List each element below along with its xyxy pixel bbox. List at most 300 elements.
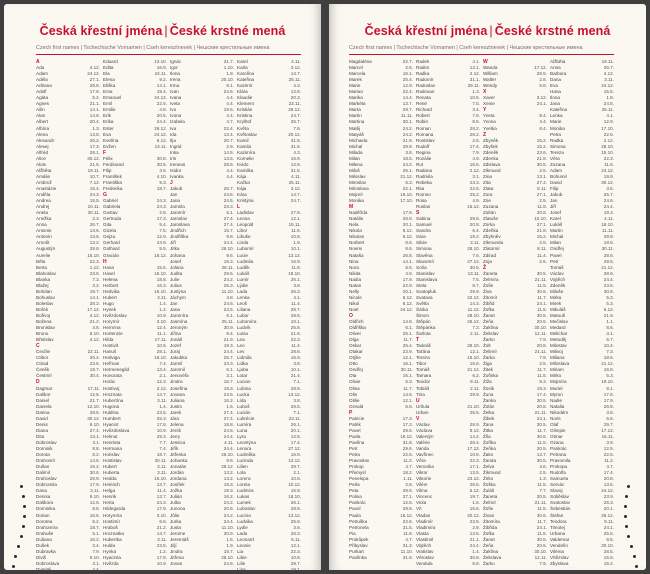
name-text: Františka (103, 179, 122, 185)
name-day-date: 30.5. (536, 536, 547, 542)
name-text: Drahomíra (36, 524, 58, 530)
name-text: Žikmund (483, 470, 501, 476)
name-text: Jindra (170, 379, 183, 385)
name-text: Michaela (349, 137, 368, 143)
name-text: X (483, 89, 487, 96)
name-day-date: 25.8. (290, 325, 301, 331)
name-day-date: 6.12. (402, 294, 413, 300)
name-day-date: 9.10. (89, 494, 100, 500)
name-day-date: 15.2. (603, 560, 614, 566)
name-text: Milan (550, 240, 561, 246)
name-text: P (349, 409, 353, 416)
name-text: Yvetka (483, 125, 497, 131)
name-day-date: 9.10. (89, 554, 100, 560)
name-text: Diviš (36, 554, 46, 560)
name-text: Bořek (36, 306, 49, 312)
name-day-date: 23.5. (156, 542, 167, 548)
name-text: Judita (170, 270, 183, 276)
name-text: Zoe (483, 198, 491, 204)
name-day-date: 15.2. (536, 137, 547, 143)
name-text: Monika (349, 198, 364, 204)
name-day-date: 30.12. (601, 179, 614, 185)
name-day-date: 29.9. (469, 288, 480, 294)
name-day-date: 20.1. (603, 506, 614, 512)
name-text: Jonáš (170, 337, 183, 343)
name-text: Johana (170, 252, 186, 258)
name-text: Jovana (170, 391, 185, 397)
name-day-date: 15.7. (223, 379, 234, 385)
name-day-date: 8.4. (539, 113, 547, 119)
name-text: Wanda (483, 65, 498, 71)
name-day-date: 15.7. (223, 548, 234, 554)
name-text: Žuláš (483, 488, 495, 494)
name-day-date: 4.4. (226, 101, 234, 107)
name-day-date: 3.11. (604, 77, 614, 83)
name-text: Dorota (36, 452, 50, 458)
name-day-date: 26.1. (290, 500, 301, 506)
name-text: Lydie (237, 524, 248, 530)
name-day-date: 14.6. (89, 458, 100, 464)
name-text: Hvězdoslav (103, 312, 127, 318)
name-text: Jeník (170, 427, 181, 433)
name-text: Taťána (416, 349, 431, 355)
name-day-date: 24.7. (290, 198, 301, 204)
name-day-date: 30.5. (536, 458, 547, 464)
name-day-date: 2.12. (469, 167, 480, 173)
name-day-date: 17.3. (89, 143, 100, 149)
name-day-date: 21.11. (534, 409, 547, 415)
name-day-date: 17.12. (467, 446, 480, 451)
name-day-date: 20.1. (402, 288, 413, 294)
name-text: Muriel (550, 385, 563, 391)
name-text: Jaroslava (170, 222, 190, 228)
name-day-date: 27.4. (223, 216, 234, 222)
name-day-date: 24.4. (223, 349, 234, 355)
binding-hole (20, 535, 23, 538)
name-text: Jarmila (170, 204, 185, 210)
name-day-date: 11.5. (537, 282, 547, 288)
name-text: Soňa (416, 264, 427, 270)
name-day-date: 7.9. (539, 560, 547, 566)
name-text: Natalia (550, 403, 565, 409)
name-text: Augustýn (36, 246, 56, 252)
name-day-date: 31.5. (290, 137, 301, 143)
name-text: Kára (237, 192, 247, 198)
name-day-date: 23.11. (288, 415, 301, 421)
name-day-date: 5.3. (606, 373, 614, 379)
name-text: Ada (36, 65, 45, 71)
name-day-date: 3.1. (92, 560, 100, 566)
name-day-date: 4.12. (89, 337, 100, 343)
name-text: Jana (170, 198, 180, 204)
name-text: Nikola (349, 228, 362, 234)
name-day-date: 3.8. (293, 397, 301, 403)
name-text: Barbora (550, 71, 567, 77)
name-day-date: 12.8. (290, 89, 301, 95)
name-text: Šárka (416, 306, 429, 312)
name-day-date: 1.8. (606, 95, 614, 101)
name-text: Tereza (416, 355, 430, 361)
name-text: Dalibor (36, 391, 51, 397)
name-text: Alan (36, 113, 46, 119)
name-text: Adolf (36, 89, 47, 95)
name-text: Aneta (36, 210, 49, 216)
name-text: Aurelie (36, 252, 51, 258)
name-day-date: 26.12. (288, 107, 301, 113)
name-text: Čestmír (36, 373, 53, 379)
name-day-date: 31.8. (402, 554, 413, 560)
name-text: Vít (416, 506, 422, 512)
name-text: Felix (103, 155, 113, 161)
name-day-date: 22.3. (469, 458, 480, 464)
name-day-date: 1.6. (226, 403, 234, 409)
name-day-date: 17.3. (156, 216, 167, 222)
name-text: Samuel (416, 222, 432, 228)
name-day-date: 20.5. (536, 319, 547, 325)
name-text: Lubor (237, 312, 249, 318)
name-day-date: 13.7. (156, 494, 167, 500)
name-text: Otto (349, 361, 358, 367)
name-text: Ivanka (170, 173, 184, 179)
name-day-date: 20.8. (536, 210, 547, 216)
name-text: Pravoslav (349, 458, 370, 464)
name-day-date: 24.4. (223, 518, 234, 524)
name-text: Luna (237, 427, 248, 433)
name-text: Zita (483, 179, 491, 185)
name-day-date: 3.1. (92, 439, 100, 445)
name-day-date: 1.4. (472, 548, 480, 554)
name-text: Melichar (550, 331, 568, 337)
name-day-date: 3.4. (472, 107, 480, 113)
name-day-date: 14.7. (156, 530, 167, 536)
name-day-date: 13.1. (89, 433, 100, 439)
name-day-date: 13.4. (156, 367, 167, 373)
name-day-date: 1.2. (159, 548, 167, 554)
name-day-date: 28.10. (467, 246, 480, 252)
name-text: Otmar (550, 433, 563, 439)
name-day-date: 8.11. (537, 246, 547, 252)
name-day-date: 10.11. (87, 204, 100, 210)
name-text: Urbana (550, 530, 566, 536)
name-day-date: 27.12. (288, 446, 301, 451)
name-column (36, 59, 100, 572)
name-text: Emil (103, 101, 112, 107)
name-day-date: 14.7. (156, 391, 167, 397)
name-day-date: 13.5. (603, 482, 614, 488)
name-day-date: 29.6. (402, 446, 413, 451)
name-day-date: 24.6. (223, 192, 234, 198)
name-text: Blahoslav (36, 270, 56, 276)
name-day-date: 21.1. (469, 536, 480, 542)
name-day-date: 19.11. (87, 167, 100, 173)
name-text: Izabela (170, 119, 185, 125)
name-day-date: 30.12. (87, 155, 100, 161)
name-day-date: 20.10. (601, 542, 614, 548)
name-day-date: 14.1. (89, 107, 100, 113)
name-text: Jaromíra (170, 312, 189, 318)
name-day-date: 29.6. (402, 506, 413, 512)
name-day-date: 20.12. (288, 131, 301, 137)
name-day-date: 24.4. (603, 204, 614, 210)
name-day-date: 21.11. (534, 349, 547, 355)
name-text: Mirko (550, 373, 562, 379)
name-day-date: 24.12. (154, 131, 167, 137)
name-text: Vanda (416, 446, 429, 451)
name-day-date: 19.9. (603, 173, 614, 179)
name-day-date: 11.11. (400, 113, 413, 119)
name-text: Milostav (550, 343, 567, 349)
name-day-date: 17.3. (402, 415, 413, 421)
name-text: Hostislav (103, 458, 122, 464)
name-day-date: 8.8. (92, 506, 100, 512)
name-day-date: 17.6. (89, 89, 100, 95)
name-day-date: 23.3. (223, 361, 234, 367)
name-text: Ivan (170, 89, 179, 95)
name-text: Anna (36, 222, 47, 228)
name-day-date: 7.9. (472, 149, 480, 155)
binding-hole (625, 525, 628, 528)
name-day-date: 3.4. (92, 542, 100, 548)
name-text: Dominik (36, 446, 53, 451)
name-text: Prokopa (550, 464, 568, 470)
name-text: Michal (550, 234, 564, 240)
name-text: Tamara (416, 373, 432, 379)
name-day-date: 28.11. (221, 264, 234, 270)
name-day-date: 26.12. (154, 125, 167, 131)
name-day-date: 7.4. (159, 446, 167, 451)
name-text: Leoš (237, 300, 247, 306)
name-text: Anděla (36, 192, 51, 198)
name-day-date: 13.7. (402, 101, 413, 107)
name-text: Radka (550, 137, 564, 143)
name-text: Ž (483, 264, 487, 271)
name-day-date: 20.3. (290, 95, 301, 101)
name-text: Samuela (550, 476, 569, 482)
name-text: Linda (237, 240, 249, 246)
name-day-date: 12.1. (290, 542, 301, 548)
name-text: Nadia (349, 276, 362, 282)
name-day-date: 6.1. (226, 210, 234, 216)
name-day-date: 18.7. (89, 524, 100, 530)
name-day-date: 1.12. (89, 264, 100, 270)
name-day-date: 6.1. (226, 312, 234, 318)
name-text: Ludvika (237, 518, 253, 524)
name-text: Anastázie (36, 185, 57, 191)
name-text: Herta (103, 500, 115, 506)
name-day-date: 4.11. (604, 216, 614, 222)
name-text: Sára (416, 234, 426, 240)
title-divider (349, 54, 614, 55)
name-day-date: 4.9. (405, 270, 413, 276)
name-day-date: 9.11. (604, 518, 614, 524)
name-day-date: 4.12. (89, 65, 100, 71)
name-text: Isidor (170, 167, 182, 173)
name-day-date: 15.2. (536, 143, 547, 149)
name-text: Filip (550, 185, 559, 191)
name-text: Hana (550, 89, 561, 95)
name-text: Vilém (416, 482, 428, 488)
name-day-date: 29.5. (223, 270, 234, 276)
name-day-date: 4.1. (606, 113, 614, 119)
name-day-date: 17.11. (154, 337, 167, 343)
name-text: Kristián (237, 107, 253, 113)
name-day-date: 28.5. (536, 71, 547, 77)
name-day-date: 22.5. (469, 185, 480, 191)
name-text: Dušana (36, 536, 52, 542)
name-text: Yvona (483, 119, 496, 125)
name-text: Alžběta (36, 167, 52, 173)
name-text: Žanet (483, 536, 495, 542)
name-day-date: 28.6. (290, 385, 301, 391)
name-day-date: 19.10. (601, 379, 614, 385)
name-day-date: 14.7. (290, 192, 301, 198)
name-day-date: 30.11. (87, 210, 100, 216)
name-day-date: 7.5. (472, 276, 480, 282)
name-day-date: 1.10. (223, 65, 234, 71)
name-text: Peta (349, 488, 359, 494)
name-text: Jakubka (170, 355, 188, 361)
name-day-date: 29.12. (221, 464, 234, 470)
name-day-date: 21.1. (89, 101, 100, 107)
name-day-date: 17.9. (402, 210, 413, 216)
name-text: Ruslan (416, 204, 431, 210)
name-text: Cecílie (36, 349, 51, 355)
name-day-date: 4.6. (92, 325, 100, 331)
name-day-date: 16.10. (154, 476, 167, 482)
name-text: Nikodém (550, 409, 569, 415)
name-day-date: 5.3. (405, 379, 413, 385)
name-day-date: 14.3. (469, 300, 480, 306)
name-text: Žeňka (483, 446, 496, 451)
name-day-date: 22.11. (87, 349, 100, 355)
name-text: Lotar (237, 373, 248, 379)
name-day-date: 7.3. (606, 349, 614, 355)
name-column (416, 59, 480, 566)
name-text: Libie (237, 554, 247, 560)
name-text: Ivana (170, 95, 182, 101)
binding-hole (12, 565, 15, 568)
name-day-date: 12.11. (534, 331, 547, 337)
name-text: Hubertína (103, 397, 124, 403)
name-text: Miliana (550, 355, 565, 361)
name-day-date: 31.5. (290, 167, 301, 173)
name-day-date: 17.10. (601, 125, 614, 131)
name-day-date: 26.7. (89, 222, 100, 228)
name-text: Renata (416, 95, 431, 101)
name-text: Huldina (103, 409, 119, 415)
name-day-date: 21.7. (89, 397, 100, 403)
name-text: Ludvík (237, 325, 251, 331)
name-text: Valérie (416, 439, 430, 445)
name-text: Václav (416, 421, 430, 427)
name-text: Slavoj (550, 488, 563, 494)
name-text: Vincenc (416, 494, 433, 500)
name-text: Xenie (483, 101, 495, 107)
name-text: Lyra (237, 433, 246, 439)
name-text: Dobroslava (36, 560, 60, 566)
name-text: Jordana (170, 476, 187, 482)
name-text: Kamil (237, 137, 249, 143)
name-day-date: 22.6. (402, 518, 413, 524)
name-day-date: 5.3. (606, 300, 614, 306)
name-day-date: 31.8. (402, 439, 413, 445)
binding-hole (625, 495, 628, 498)
name-entry (170, 561, 234, 567)
name-day-date: 20.1. (402, 222, 413, 228)
name-text: Hvězdoslava (103, 427, 130, 433)
binding-hole (635, 565, 638, 568)
name-day-date: 18.7. (156, 185, 167, 191)
name-day-date: 11.7. (537, 518, 547, 524)
name-day-date: 8.8. (92, 446, 100, 451)
name-day-date: 17.8. (156, 421, 167, 427)
name-day-date: 20.5. (536, 446, 547, 451)
name-text: Jindřich (170, 228, 186, 234)
name-text: Lída (237, 397, 246, 403)
name-text: Gabriela (103, 204, 121, 210)
name-day-date: 24.12. (601, 167, 614, 173)
name-text: Žosík (483, 385, 495, 391)
name-day-date: 17.9. (603, 397, 614, 403)
name-text: Mojmíra (550, 379, 567, 385)
name-text: Libuše (237, 234, 251, 240)
name-day-date: 24.1. (536, 415, 547, 421)
name-text: Žofíka (483, 439, 496, 445)
name-day-date: 11.5. (537, 306, 547, 312)
name-text: Radoslav (416, 83, 436, 89)
name-text: Žofie (483, 506, 494, 512)
name-day-date: 11.5. (537, 482, 547, 488)
name-text: Evžen (103, 143, 116, 149)
name-day-date: 10.4. (603, 343, 614, 349)
name-day-date: 13.12. (288, 458, 301, 464)
name-text: Jitka (170, 246, 180, 252)
name-day-date: 23.11. (288, 101, 301, 107)
name-text: Hroznatka (103, 530, 124, 536)
name-text: Žitomíra (483, 518, 500, 524)
name-day-date: 24.1. (536, 300, 547, 306)
name-text: Bronislav (36, 325, 55, 331)
name-text: Otilie (349, 397, 360, 403)
name-day-date: 15.5. (89, 198, 100, 204)
name-text: Heinrich (103, 482, 120, 488)
name-day-date: 9.11. (470, 379, 480, 385)
name-day-date: 17.12. (601, 427, 614, 433)
name-text: Hana (103, 264, 114, 270)
name-text: Filip (103, 167, 112, 173)
name-day-date: 17.8. (156, 554, 167, 560)
name-text: Kazimíra (237, 149, 256, 155)
name-day-date: 9.5. (606, 536, 614, 542)
name-text: Milena (349, 161, 363, 167)
name-day-date: 6.12. (402, 234, 413, 240)
name-day-date: 15.11. (288, 222, 301, 228)
name-text: Lumek (237, 500, 251, 506)
name-text: Yveta (483, 113, 495, 119)
name-day-date: 3.8. (405, 149, 413, 155)
name-text: Julka (170, 500, 181, 506)
name-text: Zorka (483, 222, 495, 228)
name-day-date: 22.3. (89, 258, 100, 264)
name-text: Simona (416, 246, 432, 252)
name-text: Otakar (349, 349, 363, 355)
name-day-date: 30.5. (536, 161, 547, 167)
name-text: Šimon (416, 312, 430, 318)
name-day-date: 2.1. (293, 470, 301, 476)
name-text: Polina (349, 494, 362, 500)
name-day-date: 2.5. (539, 240, 547, 246)
binding-holes-left (8, 480, 38, 570)
